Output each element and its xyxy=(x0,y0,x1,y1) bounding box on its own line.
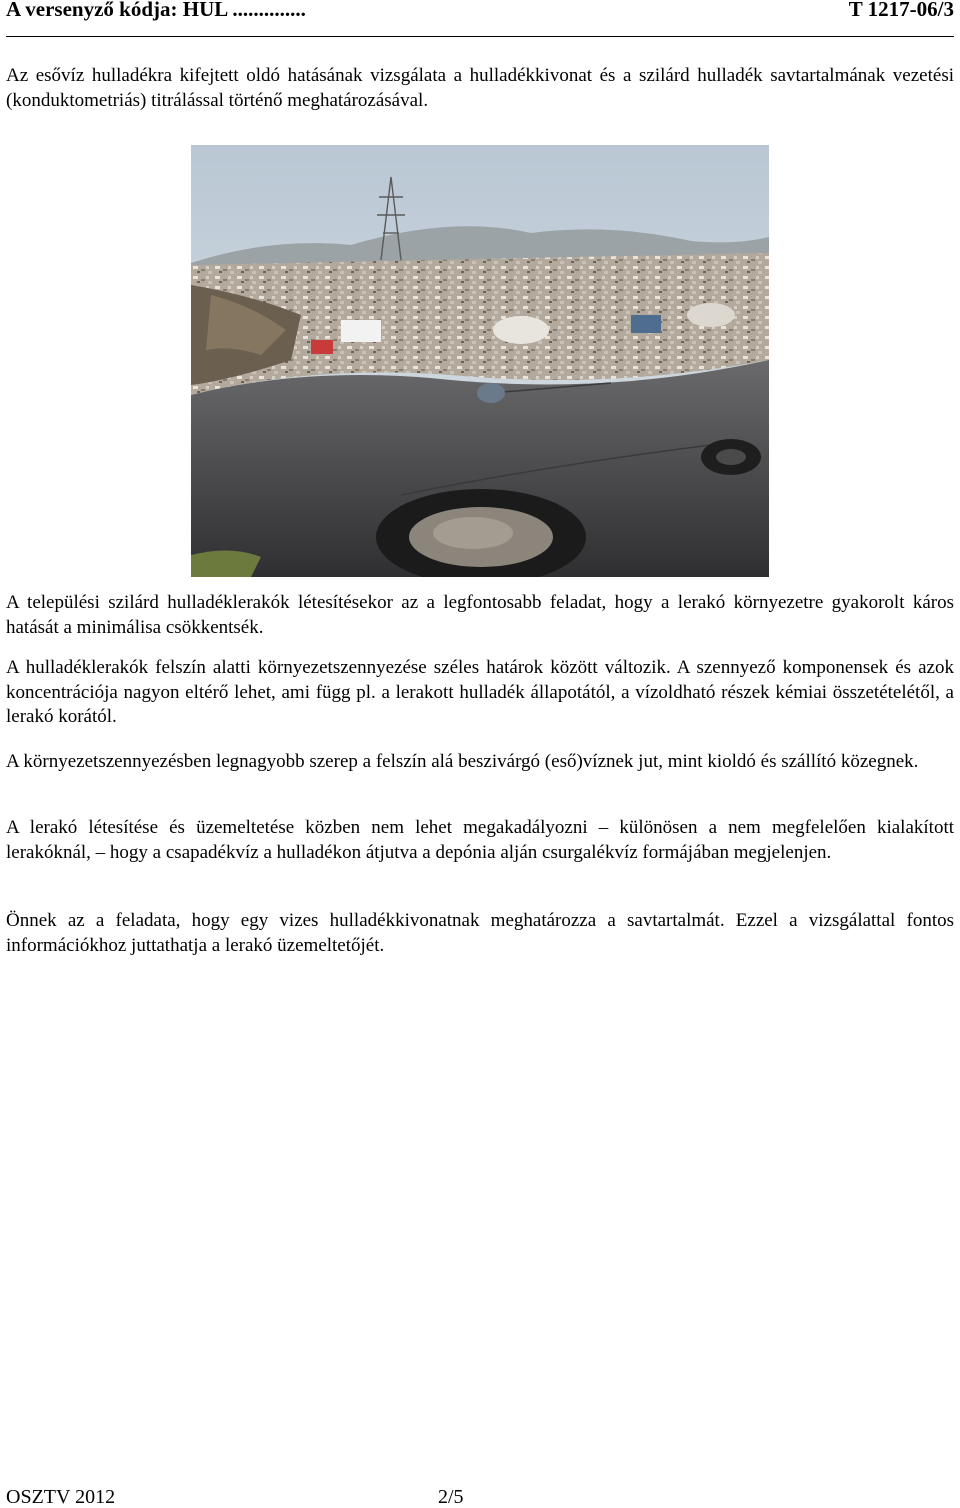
paragraph-2: A hulladéklerakók felszín alatti környezetszennyezése széles határok között változik. A szennyező komponensek és azok koncentrációja nagyon eltérő lehet, ami függ pl. a lerakott hulladék állapotától, a vízoldható részek kémiai összetételétől, a lerakó korától. xyxy=(6,657,954,727)
contestant-code: A versenyző kódja: HUL .............. xyxy=(6,0,306,21)
paragraph-5: Önnek az a feladata, hogy egy vizes hulladékkivonatnak meghatározza a savtartalmát. Ezzel a vizsgálattal fontos információkhoz juttathatja a lerakó üzemeltetőjét. xyxy=(6,910,954,956)
page-number: 2/5 xyxy=(438,1486,464,1508)
document-code: T 1217-06/3 xyxy=(848,0,954,21)
paragraph-3: A környezetszennyezésben legnagyobb szerep a felszín alá beszivárgó (eső)víznek jut, mint kioldó és szállító közegnek. xyxy=(6,751,919,772)
page-header xyxy=(6,0,954,37)
intro-paragraph: Az esővíz hulladékra kifejtett oldó hatásának vizsgálata a hulladékkivonat és a szilárd hulladék savtartalmának vezetési (konduktometriás) titrálással történő meghatározásával. xyxy=(6,65,954,111)
paragraph-1: A települési szilárd hulladéklerakók létesítésekor az a legfontosabb feladat, hogy a lerakó környezetre gyakorolt káros hatását a minimálisa csökkentsék. xyxy=(6,592,954,638)
landfill-photo xyxy=(191,145,769,577)
paragraph-4: A lerakó létesítése és üzemeltetése közben nem lehet megakadályozni – különösen a nem megfelelően kialakított lerakóknál, – hogy a csapadékvíz a hulladékon átjutva a depónia alján csurgalékvíz formájában megjelenjen. xyxy=(6,817,954,863)
footer-org: OSZTV 2012 xyxy=(6,1486,116,1508)
